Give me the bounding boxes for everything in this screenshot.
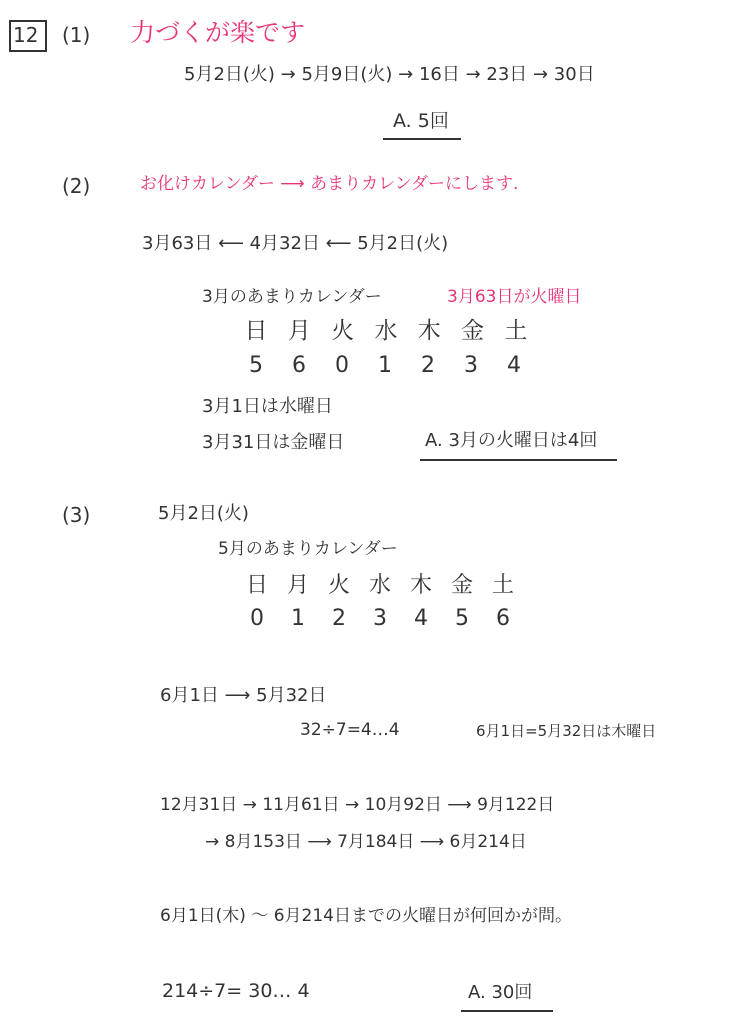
part3-line1: 5月2日(火) [158,503,249,524]
part2-calendar-note: 3月63日が火曜日 [447,287,582,307]
part2-weekday-row [238,320,534,343]
part3-line5: → 8月153日 ⟶ 7月184日 ⟶ 6月214日 [205,832,527,852]
part1-line1: 5月2日(火) → 5月9日(火) → 16日 → 23日 → 30日 [184,64,595,85]
part3-line6: 6月1日(木) 〜 6月214日までの火曜日が何回かが問。 [160,906,572,926]
part1-heading: 力づくが楽です [130,18,306,47]
remainder-mon: 1 [291,606,305,631]
part3-answer: A. 30回 [468,982,533,1003]
weekday-sat: 土 [491,573,514,598]
remainder-thu: 2 [421,353,435,378]
weekday-sun: 日 [244,318,268,344]
part2-calendar-title: 3月のあまりカレンダー [202,287,382,307]
weekday-fri: 金 [461,318,485,344]
part3-calendar-title: 5月のあまりカレンダー [218,539,398,559]
part2-heading: お化けカレンダー ⟶ あまりカレンダーにします. [140,174,519,194]
remainder-sat: 6 [496,606,510,631]
part2-remainder-row [238,355,532,377]
part3-weekday-row [240,575,520,597]
part3-remainder-row [240,608,520,630]
part1-answer-underline [383,138,461,140]
part2-answer: A. 3月の火曜日は4回 [425,430,598,451]
remainder-sat: 4 [507,353,521,378]
part2-line-b: 3月31日は金曜日 [202,432,345,453]
part3-answer-underline [461,1010,553,1012]
remainder-mon: 6 [292,353,306,378]
part3-line2: 6月1日 ⟶ 5月32日 [160,685,327,706]
part3-line4: 12月31日 → 11月61日 → 10月92日 ⟶ 9月122日 [160,795,555,815]
weekday-tue: 火 [331,318,355,344]
remainder-sun: 0 [250,606,264,631]
weekday-tue: 火 [327,573,350,598]
weekday-mon: 月 [286,573,309,598]
remainder-thu: 4 [414,606,428,631]
problem-number: 12 [13,23,39,47]
weekday-sun: 日 [245,573,268,598]
weekday-mon: 月 [287,318,311,344]
weekday-thu: 木 [409,573,432,598]
weekday-wed: 水 [368,573,391,598]
weekday-wed: 水 [374,318,398,344]
remainder-tue: 0 [335,353,349,378]
part2-answer-underline [420,459,617,461]
part3-label: (3) [62,503,91,527]
remainder-fri: 5 [455,606,469,631]
part3-line7: 214÷7= 30… 4 [162,980,310,1002]
part1-answer: A. 5回 [393,110,449,132]
part1-label: (1) [62,23,91,47]
part3-line3: 32÷7=4…4 [300,720,400,740]
weekday-thu: 木 [417,318,441,344]
weekday-sat: 土 [504,318,528,344]
part2-line-a: 3月1日は水曜日 [202,396,333,417]
remainder-sun: 5 [249,353,263,378]
part2-line1: 3月63日 ⟵ 4月32日 ⟵ 5月2日(火) [142,233,449,254]
remainder-fri: 3 [464,353,478,378]
weekday-fri: 金 [450,573,473,598]
remainder-wed: 3 [373,606,387,631]
part3-line3-note: 6月1日=5月32日は木曜日 [476,722,657,740]
part2-label: (2) [62,174,91,198]
remainder-tue: 2 [332,606,346,631]
remainder-wed: 1 [378,353,392,378]
